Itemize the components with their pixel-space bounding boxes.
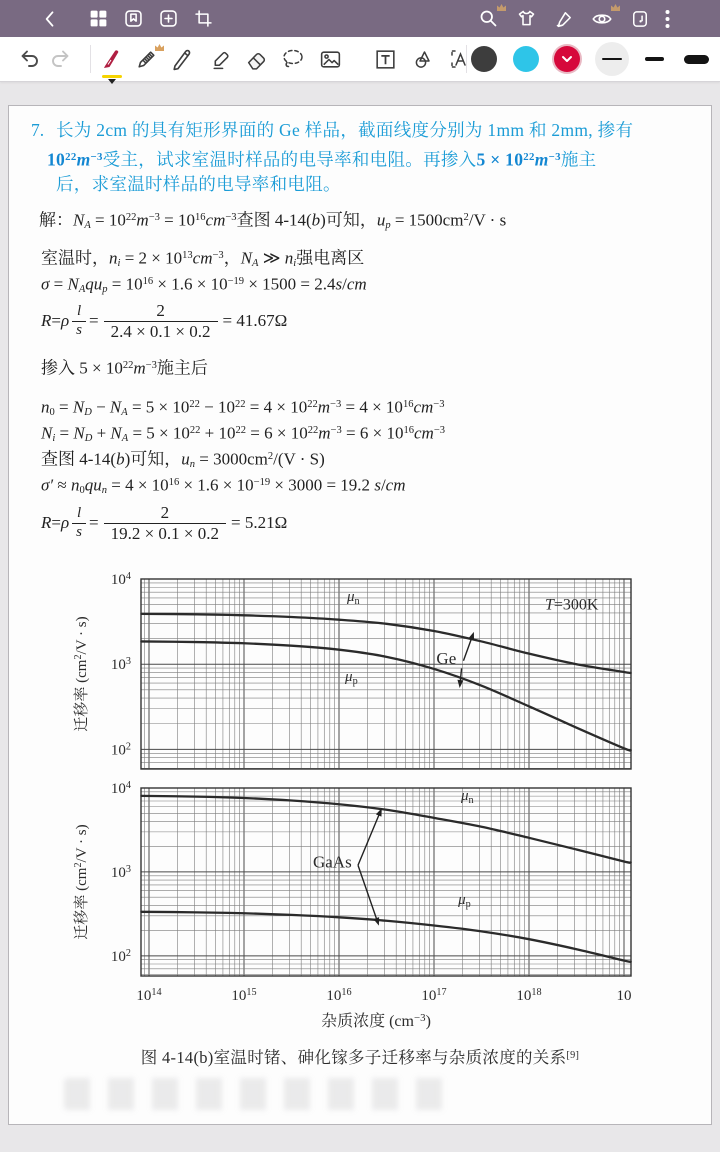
- shapes-tool[interactable]: [411, 47, 435, 71]
- crop-icon: [193, 8, 214, 29]
- svg-text:1014: $10^{14}$: [136, 987, 162, 1004]
- mobility-vs-impurity-figure: [36, 571, 701, 1031]
- svg-text:103: $10^3$: [110, 656, 131, 674]
- lasso-icon: [280, 46, 306, 72]
- chevron-down-icon: [561, 50, 573, 68]
- highlighter-tool[interactable]: [208, 47, 232, 71]
- undo-icon: [18, 47, 42, 71]
- active-tool-underline: [102, 75, 122, 78]
- chevron-left-icon: [40, 9, 60, 29]
- shirt-icon: [516, 8, 537, 29]
- lasso-tool[interactable]: [281, 47, 305, 71]
- plus-page-icon: [158, 8, 179, 29]
- solution-line-4: R = ρ $\frac{l}{s}$ = $\frac{2}{2.4 \times 0.1 \times 0.2}$ = 41.67Ω: [41, 300, 288, 341]
- shapes-icon: [410, 46, 436, 72]
- premium-crown-icon: [496, 3, 507, 12]
- solution-line-3: σ = NAqup = $10^{16} \times 1.6 \times 10^{-19} \times 1500 = 2.4s/cm$: [41, 274, 367, 295]
- back-button[interactable]: [38, 7, 62, 31]
- thick-stroke-icon: [684, 55, 709, 64]
- text-icon: [373, 47, 398, 72]
- svg-text:1016: $10^{16}$: [326, 987, 352, 1004]
- solution-line-2: 室温时，ni = $2 \times 10^{13}cm^{-3}$，NA ≫ ni强电离区: [41, 248, 365, 269]
- premium-crown-icon: [154, 43, 165, 52]
- view-mode-button[interactable]: [590, 7, 614, 31]
- color-swatch-dark-gray[interactable]: [471, 46, 497, 72]
- tools-toolbar: [0, 37, 720, 82]
- problem-line-2: $10^{22}m^{-3}$受主，试求室温时样品的电导率和电阻。再掺入$5 \times 10^{22}m^{-3}$施主: [47, 149, 597, 170]
- ballpoint-pen-icon: [169, 46, 195, 72]
- toolbar-divider: [90, 45, 91, 73]
- active-tool-caret: [108, 79, 116, 84]
- fountain-pen-icon: [99, 46, 125, 72]
- svg-text:102: $10^2$: [110, 947, 131, 965]
- more-menu-button[interactable]: [660, 7, 674, 31]
- eraser-icon: [244, 47, 269, 72]
- redo-button[interactable]: [48, 47, 72, 71]
- pen-settings-button[interactable]: [552, 7, 576, 31]
- page-icon: [630, 9, 650, 29]
- add-page-button[interactable]: [156, 7, 180, 31]
- svg-text:迁移率 (cm2/V · s): 迁移率 $(cm^2/V \cdot s)$: [73, 616, 90, 732]
- svg-text:10: 10: [616, 988, 632, 1004]
- grid-icon: [88, 8, 109, 29]
- solution-line-9: $\sigma' \approx n0qun = 4 \times 10^{16} \times 1.6 \times 10^{-19} \times 3000 = 19.2$ s/cm: [41, 475, 406, 496]
- medium-stroke-icon: [645, 57, 664, 61]
- note-page-canvas[interactable]: [8, 105, 712, 1125]
- crop-button[interactable]: [191, 7, 215, 31]
- pen-icon: [554, 8, 575, 29]
- thickness-medium[interactable]: [643, 47, 665, 71]
- thin-stroke-icon: [602, 58, 622, 60]
- svg-text:GaAs: GaAs: [312, 852, 352, 872]
- ballpoint-pen-tool[interactable]: [170, 47, 194, 71]
- fountain-pen-tool[interactable]: [100, 47, 124, 71]
- kebab-menu-icon: [665, 9, 670, 29]
- svg-text:104: $10^4$: [110, 780, 131, 797]
- svg-text:迁移率 (cm2/V · s): 迁移率 $(cm^2/V \cdot s)$: [73, 824, 90, 940]
- svg-text:1015: $10^{15}$: [231, 987, 257, 1004]
- text-tool[interactable]: [373, 47, 397, 71]
- thickness-thin-selected[interactable]: [595, 42, 629, 76]
- top-toolbar: [0, 0, 720, 37]
- scan-text-icon: [451, 47, 466, 71]
- text-recognition-tool[interactable]: [451, 47, 466, 71]
- template-button[interactable]: [514, 7, 538, 31]
- pencil-tool[interactable]: [134, 47, 158, 71]
- toolbar-divider: [466, 45, 467, 73]
- svg-text:μn: $\mu_n$: [346, 589, 360, 608]
- highlighter-icon: [208, 47, 233, 72]
- bleed-through-marks: [64, 1078, 444, 1110]
- svg-text:1017: $10^{17}$: [421, 987, 447, 1004]
- problem-line-1: 长为 2cm 的具有矩形界面的 Ge 样品，截面线度分别为 1mm 和 2mm, 掺有: [56, 120, 634, 140]
- premium-crown-icon: [610, 3, 621, 12]
- redo-icon: [48, 47, 72, 71]
- problem-line-3: 后，求室温时样品的电导率和电阻。: [56, 174, 341, 194]
- pages-overview-button[interactable]: [86, 7, 110, 31]
- solution-line-10: R = ρ $\frac{l}{s}$ = $\frac{2}{19.2 \times 0.1 \times 0.2}$ = 5.21Ω: [41, 502, 288, 543]
- solution-line-1: 解：NA = $10^{22}m^{-3} = 10^{16}cm^{-3}$查图 4-14(b)可知，up = $1500cm^2/V \cdot s$: [39, 210, 507, 231]
- search-button[interactable]: [476, 7, 500, 31]
- svg-text:μp: $\mu_p$: [458, 891, 471, 910]
- bookmark-icon: [123, 8, 144, 29]
- image-icon: [318, 47, 343, 72]
- svg-text:104: $10^4$: [110, 571, 131, 588]
- page-layout-button[interactable]: [628, 7, 652, 31]
- figure-caption: 图 4-14(b)室温时锗、砷化镓多子迁移率与杂质浓度的关系[9]: [140, 1048, 580, 1067]
- solution-line-7: Ni = ND + NA = $5 \times 10^{22} + 10^{22} = 6 \times 10^{22}m^{-3} = 6 \times 10^{16}cm^{-3}$: [41, 423, 446, 444]
- svg-text:Ge: Ge: [436, 649, 457, 669]
- solution-line-8: 查图 4-14(b)可知，un = $3000cm^2/(V \cdot S)$: [41, 449, 325, 470]
- svg-text:杂质浓度 (cm−3): 杂质浓度 $(cm^{-3})$: [321, 1012, 431, 1030]
- svg-text:1018: $10^{18}$: [516, 987, 542, 1004]
- svg-text:103: $10^3$: [110, 863, 131, 881]
- svg-text:μp: $\mu_p$: [345, 669, 358, 688]
- undo-button[interactable]: [18, 47, 42, 71]
- svg-text:102: $10^2$: [110, 741, 131, 759]
- bookmarks-button[interactable]: [121, 7, 145, 31]
- problem-number: 7.: [31, 120, 45, 140]
- thickness-thick[interactable]: [683, 47, 709, 71]
- eraser-tool[interactable]: [244, 47, 268, 71]
- color-swatch-cyan[interactable]: [513, 46, 539, 72]
- svg-text:μn: $\mu_n$: [460, 787, 474, 806]
- svg-text:T=300K: T=300K: [545, 596, 599, 614]
- solution-line-5: 掺入 $5 \times 10^{22}m^{-3}$施主后: [41, 358, 208, 378]
- color-swatch-red-selected[interactable]: [554, 46, 580, 72]
- image-tool[interactable]: [318, 47, 342, 71]
- solution-line-6: n0 = ND − NA = $5 \times 10^{22} - 10^{22} = 4 \times 10^{22}m^{-3} = 4 \times 10^{16}cm^{-3}$: [41, 397, 445, 418]
